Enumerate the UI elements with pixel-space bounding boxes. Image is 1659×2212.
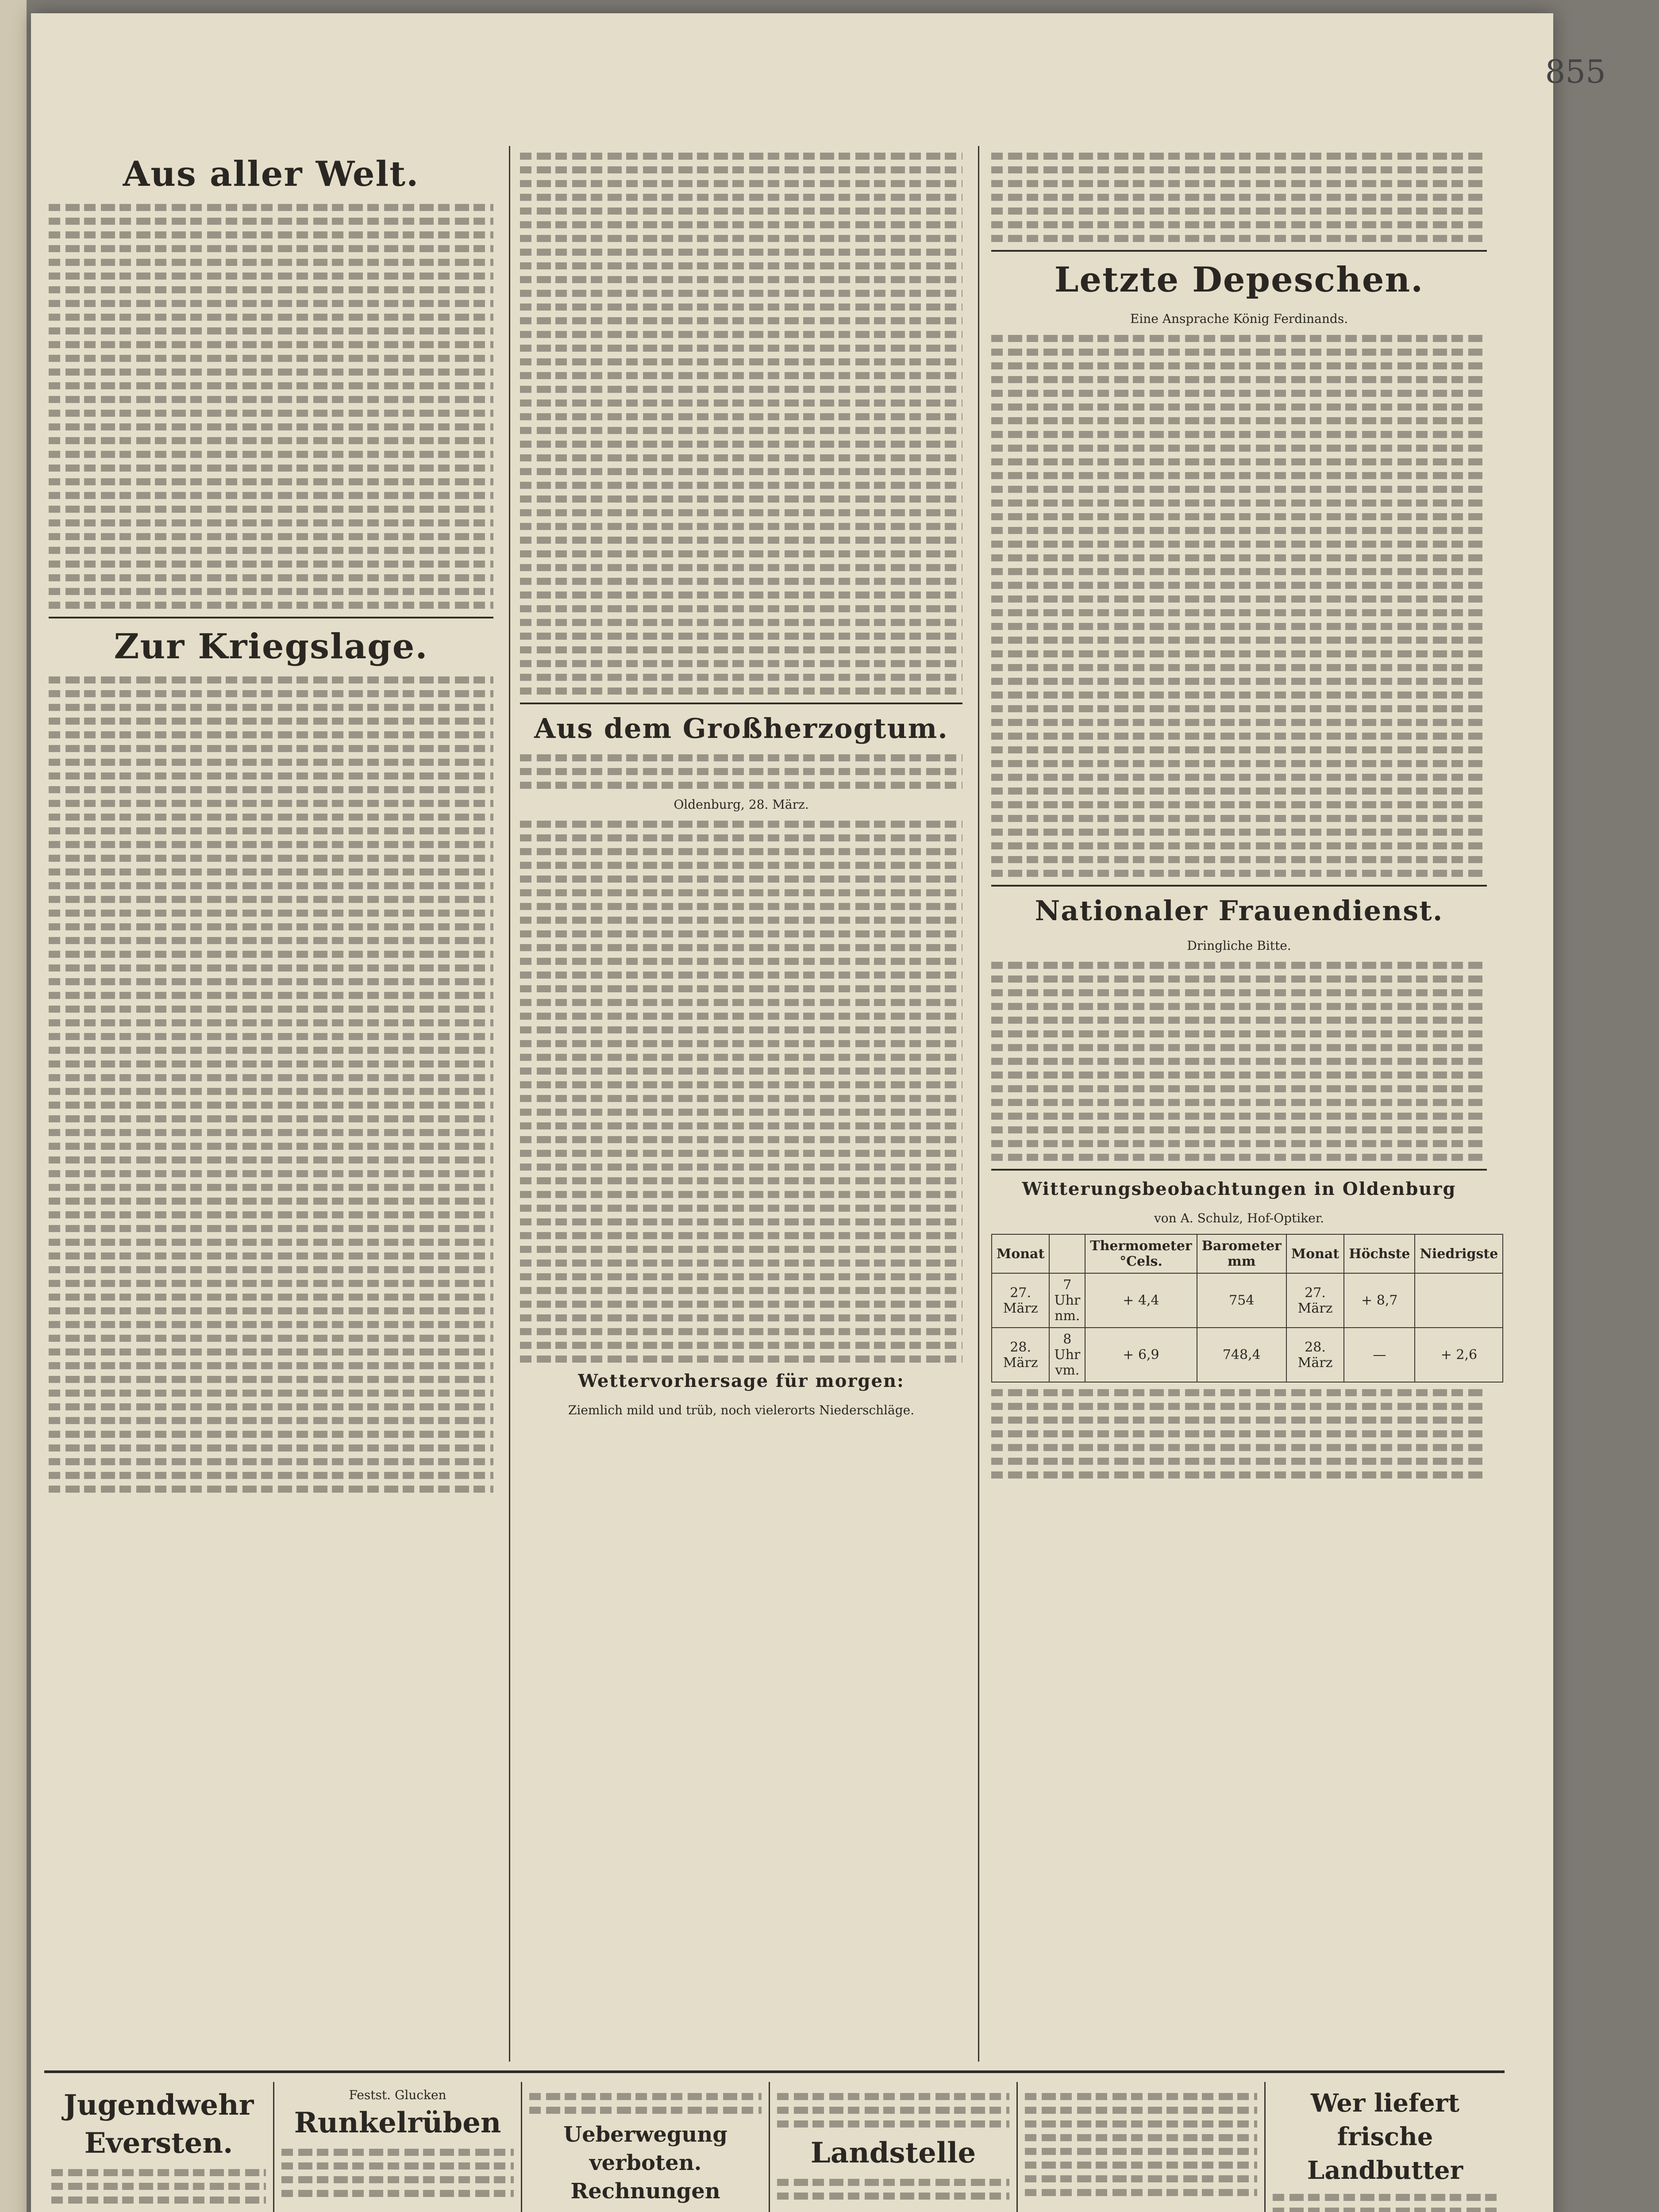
subheading: Eine Ansprache König Ferdinands. — [1130, 311, 1348, 326]
section-heading: Zur Kriegslage. — [114, 626, 428, 667]
weather-cell: 27. März — [992, 1273, 1049, 1328]
dateline: Oldenburg, 28. März. — [674, 797, 809, 812]
ad-runkelrueben — [274, 2082, 522, 2212]
forecast-text: Ziemlich mild und trüb, noch vielerorts Niederschläge. — [568, 1403, 915, 1417]
section-heading: Letzte Depeschen. — [1054, 260, 1424, 300]
ad-note — [51, 2210, 266, 2212]
weather-table — [991, 1234, 1503, 1382]
ad-title: Ueberwegung verboten. — [563, 2122, 727, 2175]
ad-title: Jugendwehr Eversten. — [63, 2089, 254, 2160]
article-text — [49, 204, 493, 609]
weather-cell: 28. März — [992, 1328, 1049, 1382]
column-2 — [520, 146, 962, 1426]
editorial-note — [520, 754, 962, 789]
article-text — [991, 962, 1487, 1161]
divider — [991, 250, 1487, 252]
ad-ueberwegung — [522, 2082, 770, 2212]
article-text — [991, 1389, 1487, 1479]
weather-cell: 28. März — [1286, 1328, 1344, 1382]
divider — [520, 703, 962, 704]
weather-cell: + 8,7 — [1344, 1273, 1415, 1328]
ad-text — [1025, 2093, 1257, 2196]
weather-cell: 8 Uhr vm. — [1049, 1328, 1085, 1382]
column-3 — [991, 146, 1498, 1485]
ad-title: Wer liefert frische Landbutter — [1307, 2089, 1463, 2185]
article-text — [991, 153, 1487, 242]
weather-cell: 748,4 — [1197, 1328, 1286, 1382]
article-text — [520, 153, 962, 695]
table-row — [992, 1273, 1503, 1328]
ad-text — [777, 2093, 1009, 2128]
ad-text — [529, 2093, 762, 2114]
weather-header: Thermometer °Cels. — [1085, 1234, 1197, 1273]
column-1 — [49, 146, 493, 1499]
ad-title: Landstelle — [810, 2136, 976, 2170]
weather-title: Witterungsbeobachtungen in Oldenburg — [1022, 1179, 1456, 1199]
column-divider — [509, 146, 510, 2062]
article-text — [49, 676, 493, 1493]
section-heading: Aus aller Welt. — [123, 154, 420, 194]
subheading: Dringliche Bitte. — [1187, 938, 1291, 953]
ad-text — [51, 2169, 266, 2204]
article-text — [991, 335, 1487, 877]
table-row — [992, 1328, 1503, 1382]
ad-text — [281, 2149, 514, 2197]
weather-cell: + 4,4 — [1085, 1273, 1197, 1328]
weather-cell — [1415, 1273, 1503, 1328]
divider — [991, 1169, 1487, 1171]
weather-cell: 7 Uhr nm. — [1049, 1273, 1085, 1328]
forecast-title: Wettervorhersage für morgen: — [578, 1371, 905, 1391]
weather-header: Monat — [1286, 1234, 1344, 1273]
ad-text — [777, 2179, 1009, 2200]
ad-note: Festst. Glucken — [349, 2088, 447, 2102]
weather-cell: 27. März — [1286, 1273, 1344, 1328]
ad-classifieds — [1018, 2082, 1266, 2212]
column-divider — [978, 146, 979, 2062]
section-heading: Aus dem Großherzogtum. — [534, 712, 948, 745]
page-number: 855 — [1545, 53, 1606, 90]
ad-subtitle: Rechnungen — [570, 2179, 720, 2204]
weather-source: von A. Schulz, Hof-Optiker. — [1154, 1211, 1324, 1225]
weather-cell: + 2,6 — [1415, 1328, 1503, 1382]
weather-cell: — — [1344, 1328, 1415, 1382]
advertisement-strip — [44, 2070, 1505, 2212]
article-text — [520, 821, 962, 1363]
ad-landstelle — [770, 2082, 1018, 2212]
divider — [49, 617, 493, 618]
ad-jugendwehr — [44, 2082, 274, 2212]
weather-header: Monat — [992, 1234, 1049, 1273]
weather-cell: + 6,9 — [1085, 1328, 1197, 1382]
divider — [991, 885, 1487, 887]
weather-header: Höchste — [1344, 1234, 1415, 1273]
weather-cell: 754 — [1197, 1273, 1286, 1328]
ad-landbutter — [1266, 2082, 1505, 2212]
weather-header: Barometer mm — [1197, 1234, 1286, 1273]
section-heading: Nationaler Frauendienst. — [1035, 895, 1443, 927]
ad-title: Runkelrüben — [294, 2106, 501, 2139]
binding-edge — [0, 0, 27, 2212]
weather-header — [1049, 1234, 1085, 1273]
weather-header: Niedrigste — [1415, 1234, 1503, 1273]
ad-text — [1273, 2194, 1497, 2212]
